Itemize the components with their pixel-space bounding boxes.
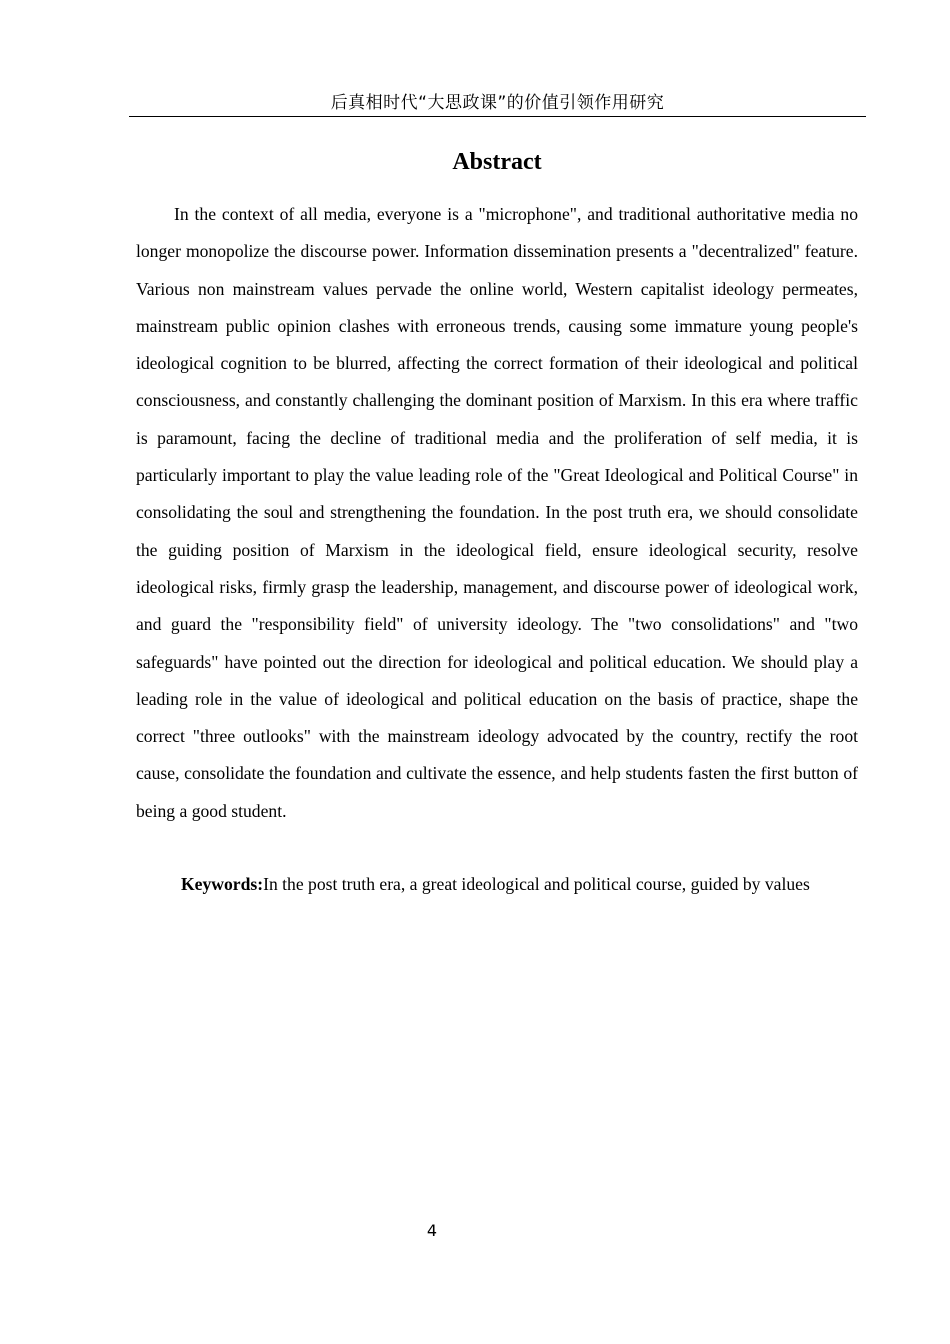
abstract-body: In the context of all media, everyone is a "microphone", and traditional authoritative media no longer monopolize the discourse power. Information dissemination presents a "decentralized" feature. Various non mainstream values pervade the online world, Western capitalist ideology permeates, mainstream public opinion clashes with erroneous trends, causing some immature young people's ideological cognition to be blurred, affecting the correct formation of their ideological and political consciousness, and constantly challenging the dominant position of Marxism. In this era where traffic is paramount, facing the decline of traditional media and the proliferation of self media, it is particularly important to play the value leading role of the "Great Ideological and Political Course" in consolidating the soul and strengthening the foundation. In the post truth era, we should consolidate the guiding position of Marxism in the ideological field, ensure ideological security, resolve ideological risks, firmly grasp the leadership, management, and discourse power of ideological work, and guard the "responsibility field" of university ideology. The "two consolidations" and "two safeguards" have pointed out the direction for ideological and political education. We should play a leading role in the value of ideological and political education on the basis of practice, shape the correct "three outlooks" with the mainstream ideology advocated by the country, rectify the root cause, consolidate the foundation and cultivate the essence, and help students fasten the first button of being a good student. bbox=[136, 204, 858, 821]
header-title: 后真相时代“大思政课”的价值引领作用研究 bbox=[330, 93, 665, 113]
abstract-title: Abstract bbox=[452, 149, 542, 175]
keywords-label: Keywords: bbox=[181, 874, 264, 894]
page-number: 4 bbox=[426, 1221, 438, 1240]
keywords-paragraph bbox=[136, 866, 858, 903]
page-header bbox=[129, 90, 866, 117]
keywords-text: In the post truth era, a great ideological and political course, guided by values bbox=[263, 874, 810, 894]
